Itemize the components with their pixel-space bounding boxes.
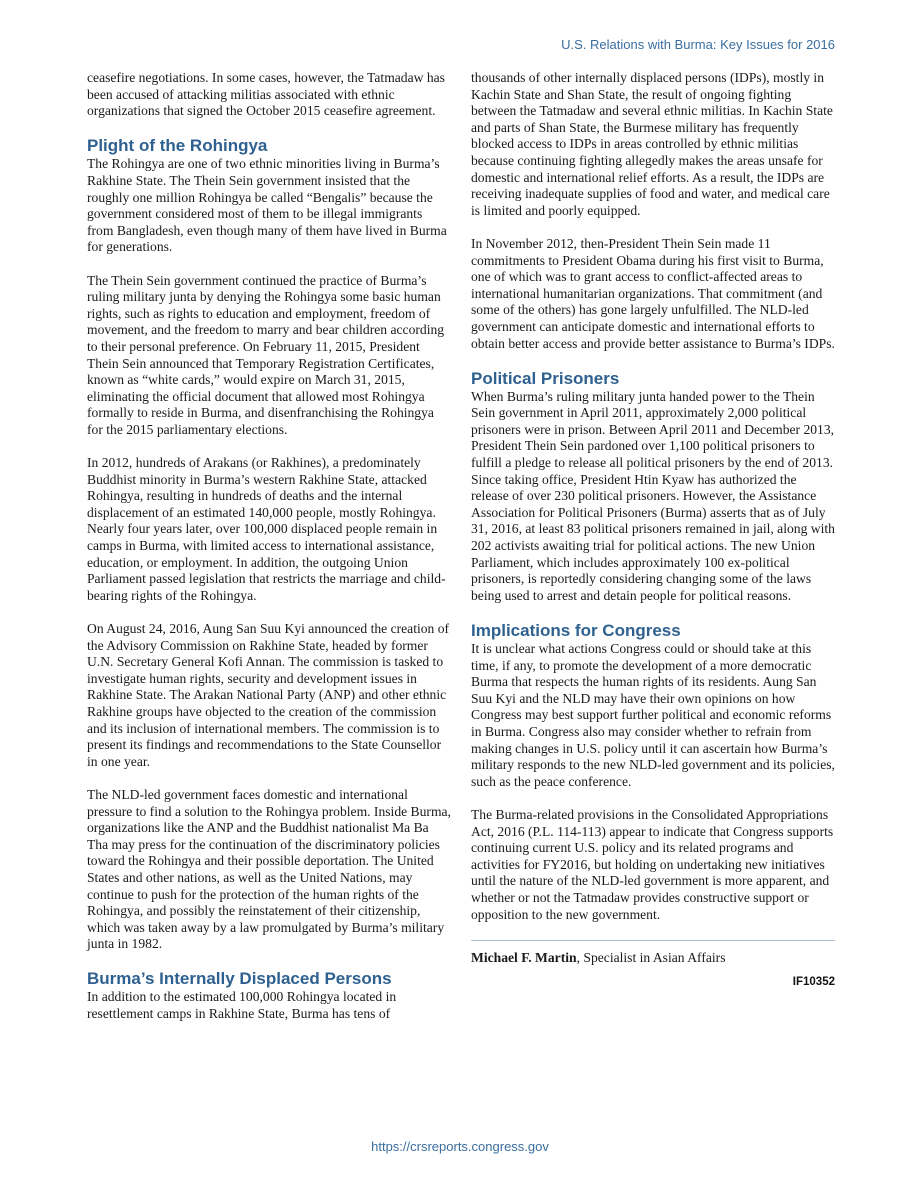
paragraph: The Thein Sein government continued the practice of Burma’s ruling military junta by denying the Rohingya some basic human rights, such as rights to education and employment, freedom of movement, and the freedom to marry and bear children according to their personal preference. On February 11, 2015, President Thein Sein announced that Temporary Registration Certificates, known as “white cards,” would expire on March 31, 2015, eliminating the official document that allowed most Rohingya formally to reside in Burma, and disenfranchising the Rohingya for the 2015 parliamentary elections. bbox=[87, 272, 445, 437]
left-column bbox=[87, 70, 451, 1039]
paragraph: It is unclear what actions Congress could or should take at this time, if any, to promote the development of a more democratic Burma that respects the human rights of its residents. Aung San Suu Kyi and the NLD may have their own opinions on how Congress may best support further political and economic reforms in Burma. Congress also may consider whether to refrain from making changes in U.S. policy until it can ascertain how Burma’s military responds to the new NLD-led government and its policies, such as the peace conference. bbox=[471, 641, 835, 789]
paragraph: The NLD-led government faces domestic and international pressure to find a solution to the Rohingya problem. Inside Burma, organizations like the ANP and the Buddhist nationalist Ma Ba Tha may press for the continuation of the discriminatory policies toward the Rohingya and their possible deportation. The United States and other nations, as well as the United Nations, may continue to push for the protection of the human rights of the Rohingya, and possibly the reinstatement of their citizenship, which was taken away by a law promulgated by Burma’s military junta in 1982. bbox=[87, 786, 451, 952]
paragraph: ceasefire negotiations. In some cases, however, the Tatmadaw has been accused of attacking militias associated with ethnic organizations that signed the October 2015 ceasefire agreement. bbox=[87, 70, 445, 119]
paragraph: In addition to the estimated 100,000 Rohingya located in resettlement camps in Rakhine State, Burma has tens of bbox=[87, 989, 397, 1022]
section-heading-political-prisoners: Political Prisoners bbox=[471, 368, 620, 388]
paragraph: On August 24, 2016, Aung San Suu Kyi announced the creation of the Advisory Commission on Rakhine State, headed by former U.N. Secretary General Kofi Annan. The commission is tasked to investigate human rights, security and development issues in Rakhine State. The Arakan National Party (ANP) and other ethnic Rakhine groups have objected to the creation of the commission and its inclusion of international members. The commission is to present its findings and recommendations to the State Counsellor in one year. bbox=[87, 621, 450, 769]
paragraph: The Rohingya are one of two ethnic minorities living in Burma’s Rakhine State. The Thein Sein government insisted that the roughly one million Rohingya be called “Bengalis” because the government considered most of them to be illegal immigrants from Bangladesh, even though many of them have lived in Burma for generations. bbox=[87, 156, 447, 255]
paragraph: In November 2012, then-President Thein Sein made 11 commitments to President Obama during his first visit to Burma, one of which was to grant access to conflict-affected areas to international humanitarian organizations. That commitment (and some of the others) has gone largely unfulfilled. The NLD-led government can anticipate domestic and international efforts to obtain better access and provide better assistance to Burma’s IDPs. bbox=[471, 235, 835, 351]
paragraph: When Burma’s ruling military junta handed power to the Thein Sein government in April 2011, approximately 2,000 political prisoners were in prison. Between April 2011 and December 2013, President Thein Sein pardoned over 1,100 political prisoners to fulfill a pledge to release all political prisoners by the end of 2013. Since taking office, President Htin Kyaw has authorized the release of over 230 political prisoners. However, the Assistance Association for Political Prisoners (Burma) asserts that as of July 31, 2016, at least 83 political prisoners remained in jail, along with 202 activists awaiting trial for political actions. The new Union Parliament, which includes approximately 100 ex-political prisoners, is reportedly considering changing some of the laws being used to arrest and detain people for political reasons. bbox=[471, 388, 835, 603]
paragraph: thousands of other internally displaced persons (IDPs), mostly in Kachin State and Shan State, the result of ongoing fighting between the Tatmadaw and several ethnic militias. In Kachin State and parts of Shan State, the Burmese military has frequently blocked access to IDPs in areas controlled by ethnic militias because continuing fighting allegedly makes the areas unsafe for domestic and international relief efforts. As a result, the IDPs are receiving inadequate supplies of food and water, and medical care is limited and poorly equipped. bbox=[471, 70, 833, 218]
footer-url-link[interactable]: https://crsreports.congress.gov bbox=[371, 1139, 549, 1154]
author-title: , Specialist in Asian Affairs bbox=[576, 949, 726, 965]
author-name: Michael F. Martin bbox=[471, 949, 577, 965]
author-block bbox=[471, 940, 835, 967]
paragraph: In 2012, hundreds of Arakans (or Rakhines), a predominately Buddhist minority in Burma’s western Rakhine State, attacked Rohingya, resulting in hundreds of deaths and the internal displacement of an estimated 140,000 people, mostly Rohingya. Nearly four years later, over 100,000 displaced people remain in camps in Burma, with limited access to international assistance, education, or employment. In addition, the outgoing Union Parliament passed legislation that restricts the marriage and child-bearing rights of the Rohingya. bbox=[87, 455, 446, 603]
paragraph: The Burma-related provisions in the Consolidated Appropriations Act, 2016 (P.L. 114-113) appear to indicate that Congress supports continuing current U.S. policy and its related programs and activities for FY2016, but holding on undertaking new initiatives until the nature of the NLD-led government is more apparent, and whether or not the Tatmadaw provides constructive support or opposition to the new government. bbox=[471, 806, 834, 922]
running-header-title: U.S. Relations with Burma: Key Issues for 2016 bbox=[561, 37, 835, 52]
section-heading-implications-for-congress: Implications for Congress bbox=[471, 621, 681, 640]
section-heading-idps: Burma’s Internally Displaced Persons bbox=[87, 969, 392, 989]
document-id: IF10352 bbox=[792, 976, 835, 989]
right-column bbox=[471, 70, 835, 991]
section-heading-rohingya: Plight of the Rohingya bbox=[87, 136, 268, 156]
